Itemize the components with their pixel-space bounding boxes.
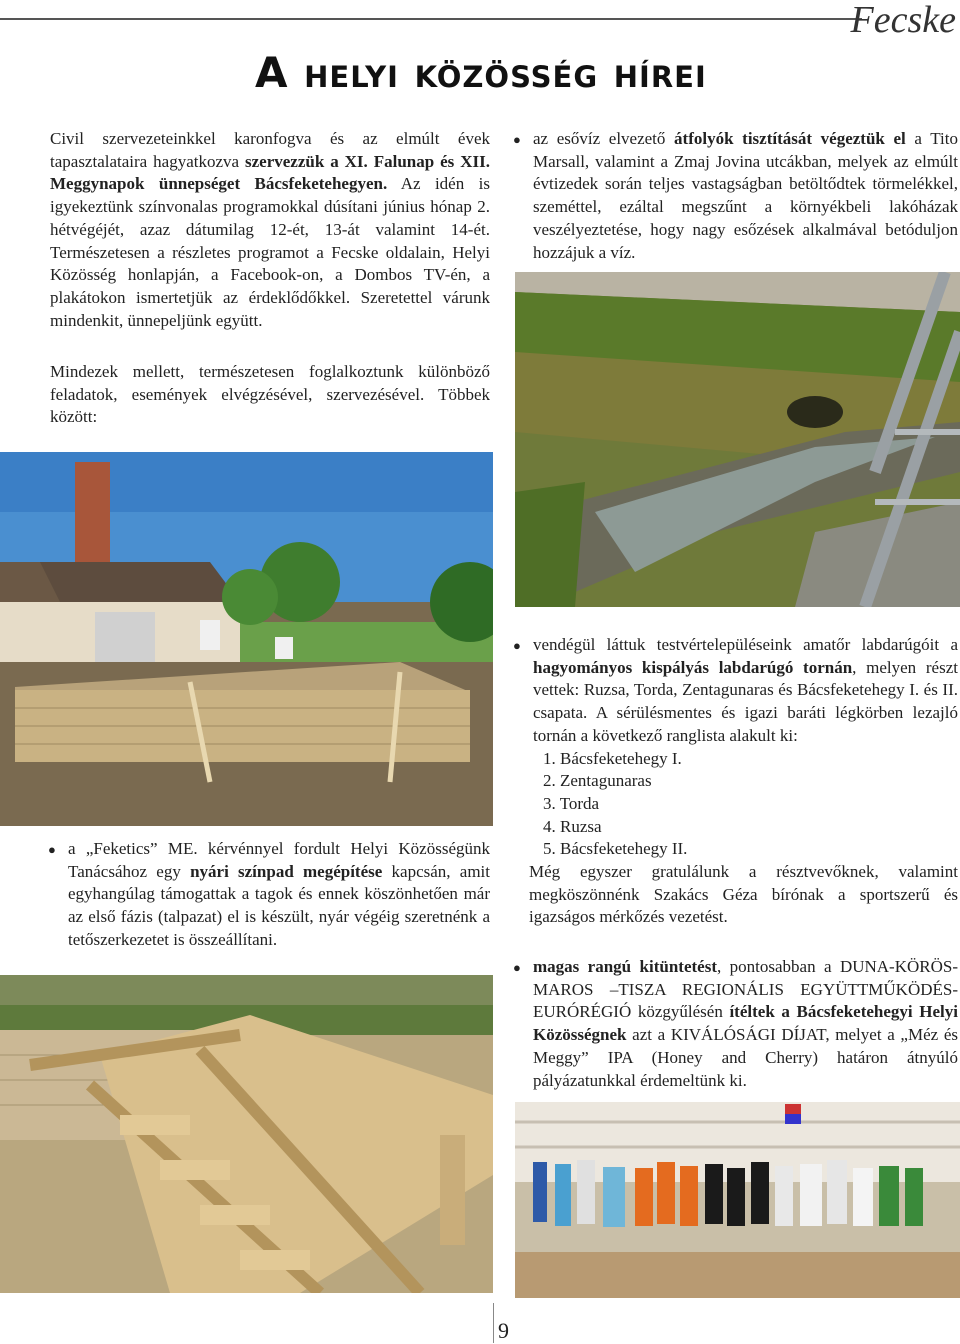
text-run: Az idén is igyekeztünk színvonalas programokkal dúsítani június hónap 2. hétvégéjét, azaz dátumilag 12-ét, 13-át valamint 14-ét. Természetesen a részletes programot a Fecske oldalain, Helyi Közösség honlapján, a Facebook-on, a Dombos TV-én, a plakátokon ismertetjük az érdeklődőkkel. Szeretettel várunk mindenkit, ünnepeljünk együtt. xyxy=(50,174,490,330)
bullet-stage-text xyxy=(68,839,490,949)
second-paragraph xyxy=(50,361,490,429)
text-run: az esővíz elvezető xyxy=(533,129,675,148)
bullet-stage xyxy=(50,838,490,952)
text-run: , pontosabban a DUNA-KÖRÖS-MAROS –TISZA REGIONÁLIS EGYÜTTMŰKÖDÉS-EURÓRÉGIÓ közgyűlésén xyxy=(533,957,959,1022)
intro-paragraph xyxy=(50,128,490,332)
bold-run: hagyományos kispályás labdarúgó tornán xyxy=(533,657,853,677)
ranking-item: 2. Zentagunaras xyxy=(543,771,652,791)
bullet-dot-icon xyxy=(513,956,525,980)
bullet-dot-icon xyxy=(513,634,525,658)
bold-run: szervezzük a XI. Falunap és XII. Meggynapok ünnepséget Bácsfeketehegyen. xyxy=(50,151,490,194)
bullet-drainage xyxy=(515,128,958,264)
football-teams-photo xyxy=(515,1102,960,1298)
text-run: , melyen részt vettek: Ruzsa, Torda, Zentagunaras és Bácsfeketehegy I. és II. csapata. A sérülésmentes és igazi baráti légkörben lezajló tornán a következő ranglista alakult ki: xyxy=(533,657,958,745)
drainage-ditch-photo xyxy=(515,272,960,607)
bold-run: ítéltek a Bácsfeketehegyi Helyi Közösségnek xyxy=(533,1002,958,1045)
bullet-dot-icon xyxy=(48,838,60,862)
bold-run: átfolyók tisztítását végeztük el xyxy=(674,129,906,148)
text-run: a „Feketics” ME. kérvénnyel fordult Helyi Közösségünk Tanácsához egy xyxy=(68,839,490,881)
bullet-award xyxy=(515,956,958,1092)
bold-run: magas rangú kitüntetést xyxy=(533,957,717,976)
ranking-item: 5. Bácsfeketehegy II. xyxy=(543,839,688,859)
text-run: a Tito Marsall, valamint a Zmaj Jovina utcákban, melyek az elmúlt évtizedek során teljes vastagságban betöltődtek törmelékkel, szeméttel, ezáltal megszűnt a környékbeli lakóházak veszélyeztetése, hogy nagy esőzések alkalmával betóduljon hozzájuk a víz. xyxy=(533,129,958,262)
bold-run: nyári színpad megépítése xyxy=(190,861,383,881)
text-run: kapcsán, amit egyhangúlag támogattak a tagok és ennek köszönhetően már az első fázis (talpazat) el is készült, nyár végéig szeretnénk a tetőszerkezetet is összeállítani. xyxy=(68,861,490,949)
bullet-drainage-text xyxy=(533,129,958,262)
stage-construction-photo xyxy=(0,452,493,826)
text-run: Civil szervezeteinkkel karonfogva és az elmúlt évek tapasztalataira hagyatkozva xyxy=(50,129,490,171)
header-rule xyxy=(0,18,862,20)
ranking-list xyxy=(543,748,958,862)
page-number-rule xyxy=(493,1303,494,1343)
page-number: 9 xyxy=(498,1318,509,1343)
ranking-item: 3. Torda xyxy=(543,793,600,813)
page-title: A helyi közösség hírei xyxy=(255,48,707,97)
bullet-award-text xyxy=(533,957,958,1090)
stage-frame-photo xyxy=(0,975,493,1293)
magazine-brand: Fecske xyxy=(850,0,956,41)
second-text: Mindezek mellett, természetesen foglalkoztunk különböző feladatok, események elvégzésével, szervezésével. Többek között: xyxy=(50,362,490,427)
ranking-item: 1. Bácsfeketehegy I. xyxy=(543,748,682,768)
thanks-text: Még egyszer gratulálunk a résztvevőknek, valamint megköszönnénk Szakács Géza bírónak a sportszerű és igazságos mérkőzés vezetést. xyxy=(529,862,958,927)
text-run: azt a KIVÁLÓSÁGI DÍJAT, melyet a „Méz és Meggy” IPA (Honey and Cherry) határon átnyúló pályázatunkkal érdemeltünk ki. xyxy=(533,1025,958,1090)
text-run: vendégül láttuk testvértelepüléseink amatőr labdarúgóit a xyxy=(533,635,958,654)
intro-text xyxy=(50,128,490,332)
bullet-football-text xyxy=(533,635,958,745)
ranking-item: 4. Ruzsa xyxy=(543,816,602,836)
bullet-dot-icon xyxy=(513,128,525,152)
bullet-football xyxy=(515,634,958,929)
